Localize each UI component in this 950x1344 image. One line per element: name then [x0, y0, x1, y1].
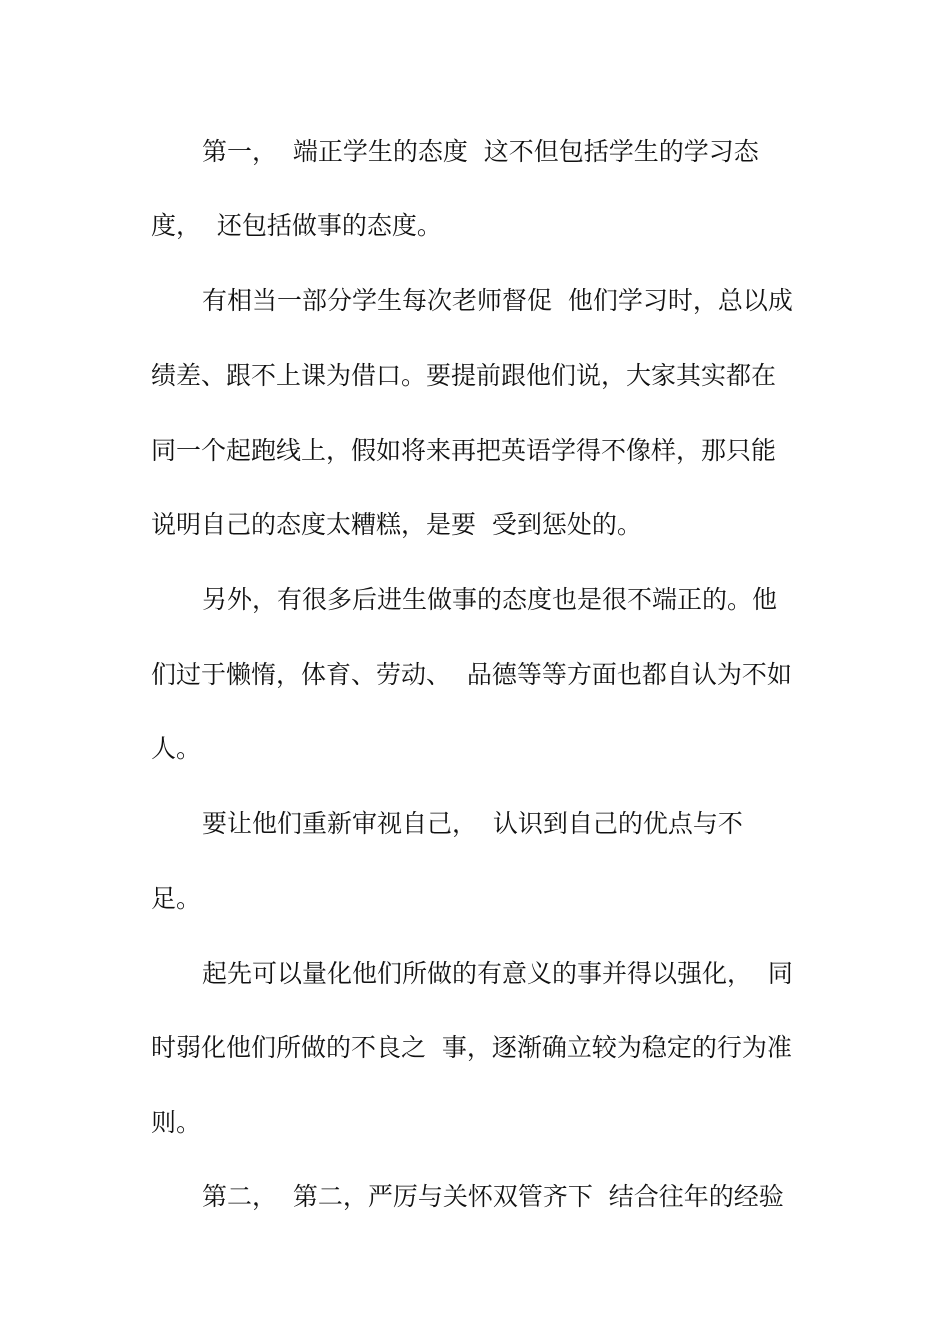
text-line: 说明自己的态度太糟糕，是要 受到惩处的。: [151, 510, 642, 539]
text-line: 有相当一部分学生每次老师督促 他们学习时，总以成: [202, 286, 793, 315]
text-line: 同一个起跑线上，假如将来再把英语学得不像样，那只能: [151, 436, 777, 465]
text-line: 则。: [151, 1108, 202, 1137]
text-line: 时弱化他们所做的不良之 事，逐渐确立较为稳定的行为准: [151, 1033, 792, 1062]
text-line: 们过于懒惰，体育、劳动、 品德等等方面也都自认为不如: [151, 660, 792, 689]
text-line: 第二， 第二，严厉与关怀双管齐下 结合往年的经验: [202, 1182, 784, 1211]
text-line: 起先可以量化他们所做的有意义的事并得以强化， 同: [202, 959, 793, 988]
text-line: 度， 还包括做事的态度。: [151, 211, 442, 240]
text-line: 人。: [151, 734, 202, 763]
text-line: 另外，有很多后进生做事的态度也是很不端正的。他: [202, 585, 778, 614]
text-line: 要让他们重新审视自己， 认识到自己的优点与不: [202, 809, 743, 838]
text-line: 足。: [151, 884, 202, 913]
text-line: 第一， 端正学生的态度 这不但包括学生的学习态: [202, 137, 759, 166]
text-line: 绩差、跟不上课为借口。要提前跟他们说，大家其实都在: [151, 361, 777, 390]
